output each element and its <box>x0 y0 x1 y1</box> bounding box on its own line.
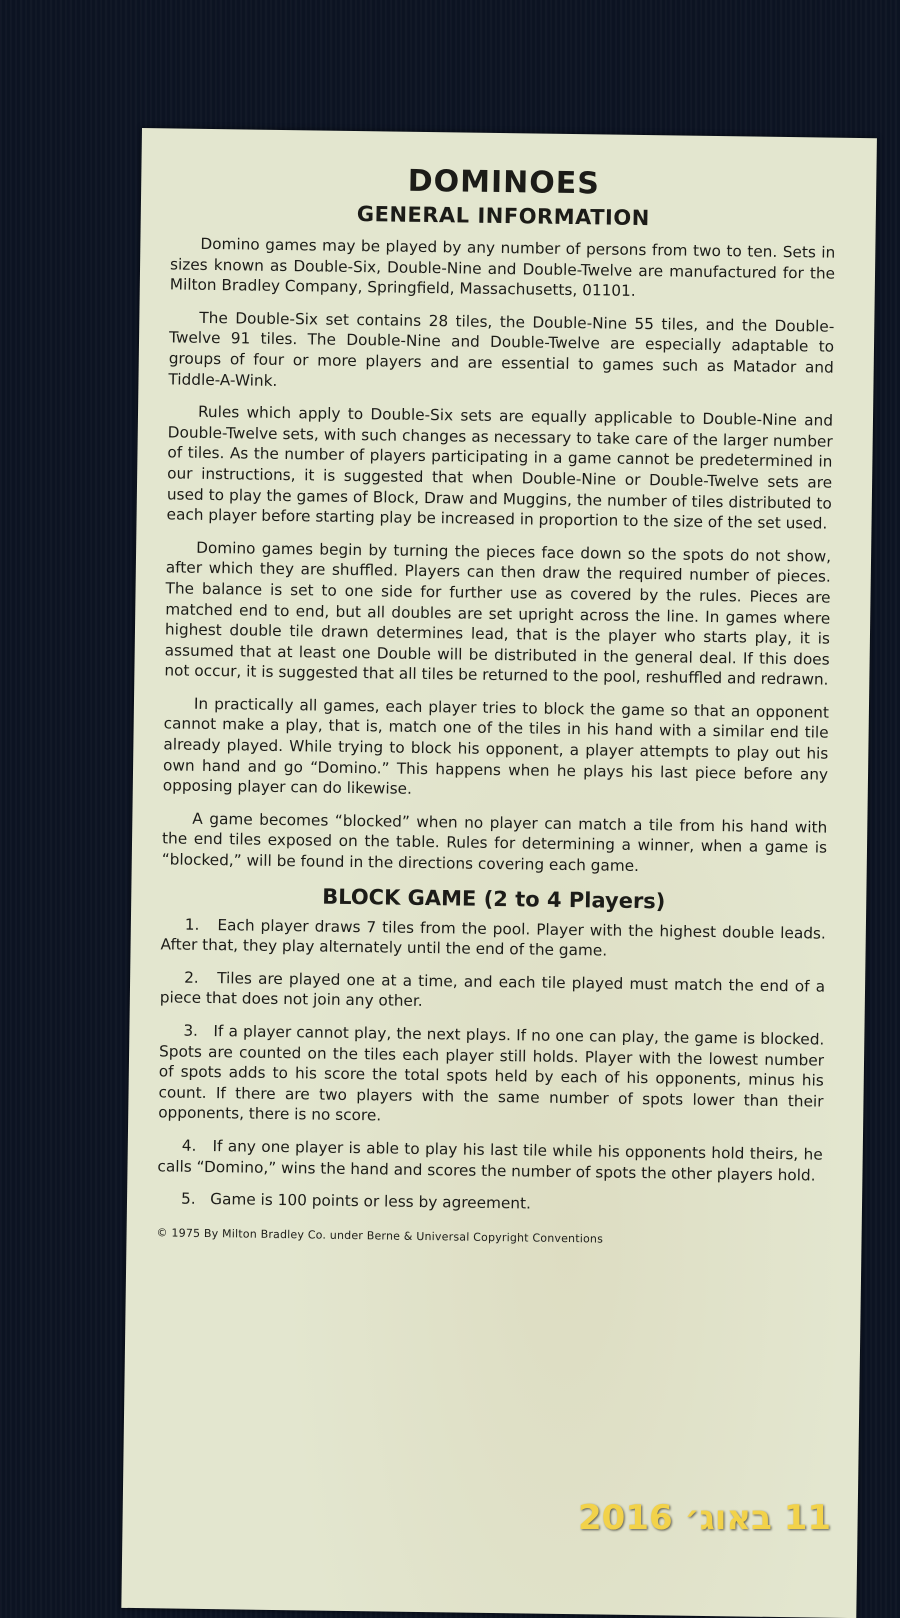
rule-item: 4. If any one player is able to play his last tile while his opponents hold theirs, he calls “Domino,” wins the hand and scores the number of spots the other players hold. <box>157 1136 823 1185</box>
instruction-sheet <box>121 128 877 1618</box>
document-subtitle: GENERAL INFORMATION <box>356 202 650 231</box>
document-title: DOMINOES <box>407 163 601 202</box>
photo-datestamp: 11 באוג׳ 2016 <box>578 1498 832 1538</box>
rule-item: 1. Each player draws 7 tiles from the pool. Player with the highest double leads. After that, they play alternately until the end of the game. <box>160 915 826 960</box>
paragraph: Rules which apply to Double-Six sets are equally applicable to Double-Nine and Double-Twelve sets, with such changes as necessary to take care of the larger number of tiles. As the number of players participating in a game cannot be predetermined in our instructions, it is suggested that when Double-Nine or Double-Twelve sets are used to play the games of Block, Draw and Muggins, the number of tiles distributed to each player before starting play be increased in proportion to the size of the set used. <box>166 402 834 533</box>
block-game-heading: BLOCK GAME (2 to 4 Players) <box>321 884 666 914</box>
rule-item: 5. Game is 100 points or less by agreement. <box>180 1189 532 1213</box>
paragraph: The Double-Six set contains 28 tiles, the Double-Nine 55 tiles, and the Double-Twelve 91 tiles. The Double-Nine and Double-Twelve are especially adaptable to groups of four or more players and are essential to games such as Matador and Tiddle-A-Wink. <box>168 308 835 390</box>
paragraph: A game becomes “blocked” when no player can match a tile from his hand with the end tiles exposed on the table. Rules for determining a winner, when a game is “blocked,” will be found in the directions covering each game. <box>161 809 828 876</box>
rule-item: 3. If a player cannot play, the next plays. If no one can play, the game is blocked. Spots are counted on the tiles each player still holds. Player with the lowest number of spots adds to his score the total spots held by each of his opponents, minus his count. If there are two players with the same number of spots lower than their opponents, there is no score. <box>158 1021 825 1125</box>
rule-item: 2. Tiles are played one at a time, and each tile played must match the end of a piece that does not join any other. <box>159 968 826 1011</box>
paragraph: Domino games may be played by any number of persons from two to ten. Sets in sizes known as Double-Six, Double-Nine and Double-Twelve are manufactured for the Milton Bradley Company, Springfield, Massachusetts, 01101. <box>169 234 836 301</box>
copyright-line: © 1975 By Milton Bradley Co. under Berne & Universal Copyright Conventions <box>156 1226 604 1246</box>
paragraph: In practically all games, each player tries to block the game so that an opponent cannot make a play, that is, match one of the tiles in his hand with a similar end tile already played. While trying to block his opponent, a player attempts to play out his own hand and go “Domino.” This happens when he plays his last piece before any opposing player can do likewise. <box>162 694 830 799</box>
paragraph: Domino games begin by turning the pieces face down so the spots do not show, after which they are shuffled. Players can then draw the required number of pieces. The balance is set to one side for further use as covered by the rules. Pieces are matched end to end, but all doubles are set upright across the line. In games where highest double tile drawn determines lead, that is the player who starts play, it is assumed that at least one Double will be distributed in the general deal. If this does not occur, it is suggested that all tiles be returned to the pool, reshuffled and redrawn. <box>164 538 832 689</box>
